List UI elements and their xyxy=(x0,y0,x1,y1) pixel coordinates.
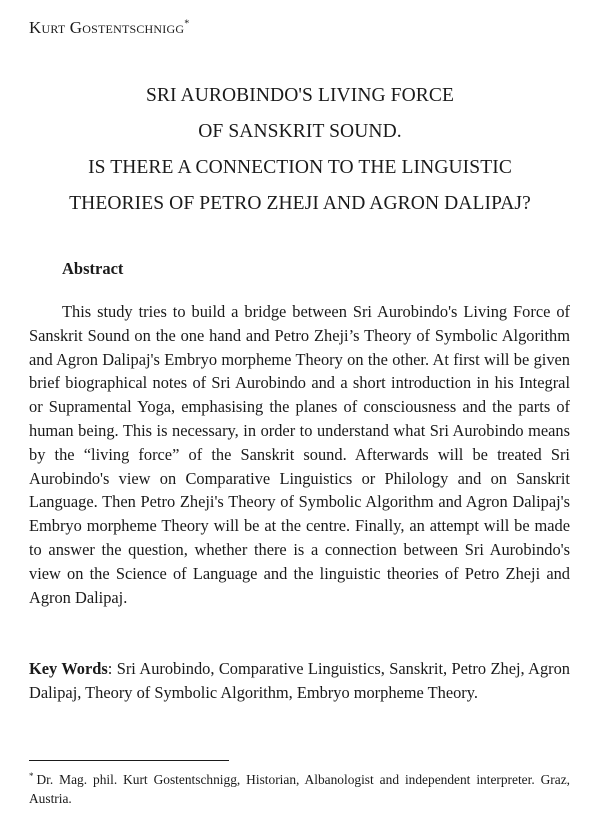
footnote-divider xyxy=(29,760,229,761)
paper-title xyxy=(0,78,600,222)
keywords xyxy=(29,657,570,705)
title-line-4: THEORIES OF PETRO ZHEJI AND AGRON DALIPAJ? xyxy=(69,193,531,214)
footnote xyxy=(29,770,570,808)
abstract-body: This study tries to build a bridge between Sri Aurobindo's Living Force of Sanskrit Sound on the one hand and Petro Zheji’s Theory of Symbolic Algorithm and Agron Dalipaj's Embryo morpheme Theory on the other. At first will be given brief biographical notes of Sri Aurobindo and a short introduction in his Integral or Supramental Yoga, emphasising the planes of consciousness and the parts of human being. This is necessary, in order to understand what Sri Aurobindo means by the “living force” of the Sanskrit sound. Afterwards will be treated Sri Aurobindo's view on Comparative Linguistics or Philology and on Sanskrit Language. Then Petro Zheji's Theory of Symbolic Algorithm and Agron Dalipaj's Embryo morpheme Theory will be at the centre. Finally, an attempt will be made to answer the question, whether there is a connection between Sri Aurobindo's view on the Science of Language and the linguistic theories of Petro Zheji and Agron Dalipaj. xyxy=(29,302,570,607)
author-name-text: Kurt Gostentschnigg xyxy=(29,18,185,37)
author-name xyxy=(29,18,189,38)
title-line-2: OF SANSKRIT SOUND. xyxy=(198,121,402,142)
keywords-list: : Sri Aurobindo, Comparative Linguistics, Sanskrit, Petro Zhej, Agron Dalipaj, Theory of Symbolic Algorithm, Embryo morpheme Theory. xyxy=(29,659,570,702)
author-footnote-marker: * xyxy=(184,18,190,30)
abstract-heading: Abstract xyxy=(62,259,124,278)
footnote-marker: * xyxy=(29,770,34,781)
footnote-text: Dr. Mag. phil. Kurt Gostentschnigg, Historian, Albanologist and independent interpreter. Graz, Austria. xyxy=(29,772,570,806)
title-line-1: SRI AUROBINDO'S LIVING FORCE xyxy=(145,85,455,106)
title-line-3: IS THERE A CONNECTION TO THE LINGUISTIC xyxy=(88,157,512,178)
keywords-label: Key Words xyxy=(29,659,108,678)
